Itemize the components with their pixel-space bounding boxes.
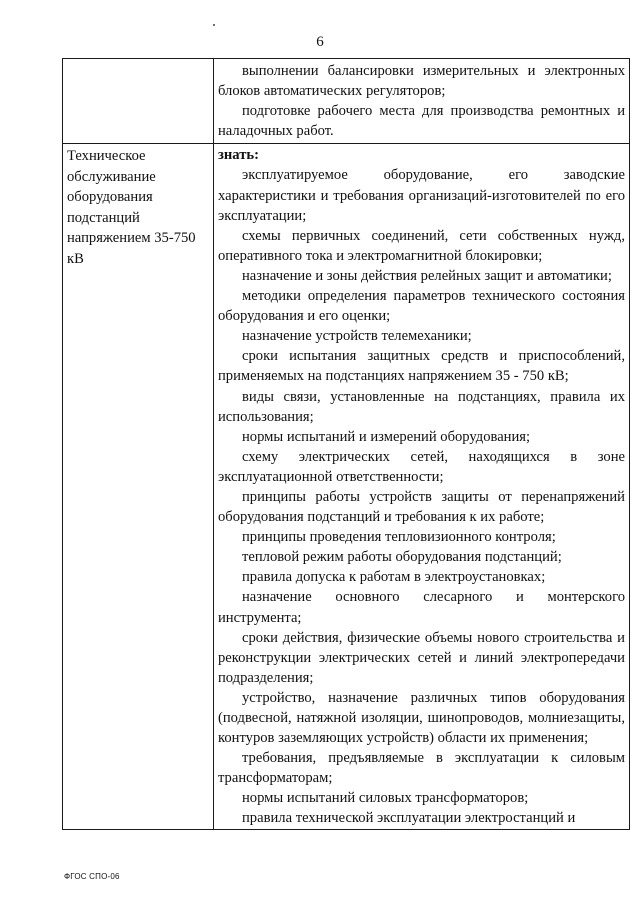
list-item: принципы работы устройств защиты от перенапряжений оборудования подстанций и требования к их работе; — [218, 488, 625, 526]
table-cell-left — [63, 59, 214, 144]
list-item: подготовке рабочего места для производства ремонтных и наладочных работ. — [218, 103, 625, 140]
scan-speck — [213, 24, 215, 26]
table-row — [63, 144, 630, 829]
page-number: 6 — [316, 34, 324, 50]
table-cell-left — [63, 144, 214, 829]
footer-code: ФГОС СПО-06 — [64, 872, 120, 881]
list-item: эксплуатируемое оборудование, его заводские характеристики и требования организаций-изготовителей по его эксплуатации; — [218, 167, 625, 224]
list-item: сроки испытания защитных средств и приспособлений, применяемых на подстанциях напряжением 35 - 750 кВ; — [218, 348, 625, 385]
list-item: схемы первичных соединений, сети собственных нужд, оперативного тока и электромагнитной блокировки; — [218, 227, 625, 264]
list-item: правила допуска к работам в электроустановках; — [242, 569, 546, 586]
row-topic: Техническое обслуживание оборудования подстанций напряжением 35-750 кВ — [67, 148, 196, 267]
table-row — [63, 59, 630, 144]
list-item: нормы испытаний силовых трансформаторов; — [242, 790, 529, 807]
list-item: назначение устройств телемеханики; — [242, 328, 472, 345]
list-item: выполнении балансировки измерительных и электронных блоков автоматических регуляторов; — [218, 63, 625, 100]
list-item: устройство, назначение различных типов оборудования (подвесной, натяжной изоляции, шинопроводов, молниезащиты, контуров заземляющих устройств) области их применения; — [218, 689, 625, 747]
list-item: тепловой режим работы оборудования подстанций; — [242, 549, 562, 566]
list-item: виды связи, установленные на подстанциях, правила их использования; — [218, 388, 625, 425]
list-item: требования, предъявляемые в эксплуатации к силовым трансформаторам; — [218, 750, 625, 787]
table-cell-right — [214, 59, 630, 144]
list-item: нормы испытаний и измерений оборудования; — [242, 428, 531, 445]
list-item: правила технической эксплуатации электростанций и — [242, 810, 576, 827]
list-item: методики определения параметров технического состояния оборудования и его оценки; — [218, 288, 625, 325]
table-cell-right — [214, 144, 630, 829]
competency-table — [62, 58, 630, 830]
list-item: принципы проведения тепловизионного контроля; — [242, 529, 556, 546]
list-item: назначение основного слесарного и монтерского инструмента; — [218, 589, 625, 626]
list-item: сроки действия, физические объемы нового строительства и реконструкции электрических сетей и линий электропередачи подразделения; — [218, 629, 625, 686]
list-item: назначение и зоны действия релейных защит и автоматики; — [242, 267, 612, 284]
list-item: схему электрических сетей, находящихся в зоне эксплуатационной ответственности; — [218, 448, 625, 485]
row-topic — [63, 59, 213, 61]
section-heading: знать: — [218, 147, 259, 164]
